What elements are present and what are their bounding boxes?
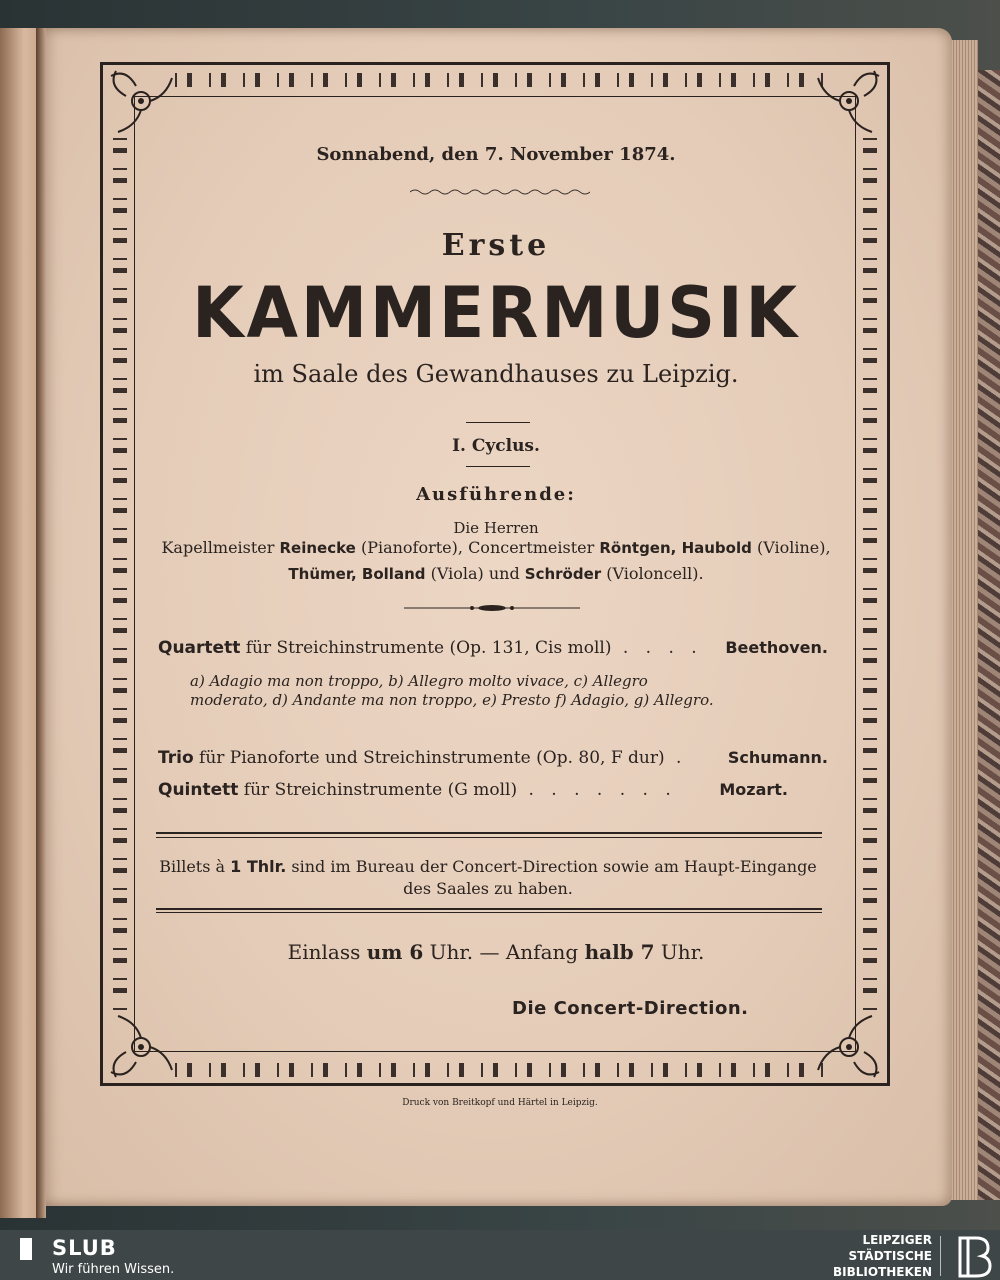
- slub-logo-icon[interactable]: [12, 1238, 32, 1260]
- composer-name: Beethoven.: [725, 638, 828, 657]
- start-time: halb 7: [584, 940, 655, 964]
- performers-line-1: [136, 538, 856, 557]
- ticket-price: 1 Thlr.: [230, 857, 287, 876]
- work-title: Quintett: [158, 780, 239, 800]
- admission-text: Uhr.: [654, 940, 705, 964]
- ticket-text: Billets à: [159, 857, 231, 876]
- leader-dots: .: [664, 748, 688, 768]
- title-small: Erste: [441, 228, 551, 263]
- frame-chain-right: [863, 130, 877, 1010]
- slub-brand[interactable]: SLUB: [52, 1236, 117, 1260]
- work-title: Quartett: [158, 638, 241, 658]
- corner-ornament-top-right: [814, 66, 884, 136]
- performers-text: (Viola) und: [425, 564, 525, 583]
- frame-chain-bottom: [165, 1063, 825, 1077]
- admission-text: Uhr. — Anfang: [423, 940, 585, 964]
- performer-name: Reinecke: [279, 539, 356, 557]
- corner-ornament-top-left: [106, 66, 176, 136]
- ornament-divider: [404, 602, 580, 614]
- performer-name: Röntgen, Haubold: [599, 539, 752, 557]
- performers-text: Kapellmeister: [161, 538, 280, 557]
- performer-name: Schröder: [524, 565, 602, 583]
- leader-dots: . . . .: [611, 638, 703, 658]
- partner-line: STÄDTISCHE: [848, 1249, 932, 1263]
- corner-ornament-bottom-left: [106, 1012, 176, 1082]
- performers-text: (Violoncell).: [601, 564, 704, 583]
- signature: Die Concert-Direction.: [512, 998, 749, 1019]
- performers-text: (Pianoforte), Concertmeister: [355, 538, 600, 557]
- cycle-label: I. Cyclus.: [452, 436, 540, 456]
- performers-intro: Die Herren: [453, 519, 539, 537]
- admission-text: Einlass: [287, 940, 367, 964]
- admission-time: um 6: [366, 940, 424, 964]
- work-title: Trio: [158, 748, 194, 768]
- performers-heading: Ausführende:: [416, 484, 576, 505]
- printer-imprint: Druck von Breitkopf und Härtel in Leipzig.: [402, 1098, 598, 1108]
- partner-name[interactable]: [732, 1232, 932, 1280]
- wavy-divider: [410, 188, 590, 196]
- performers-line-2: [140, 564, 852, 583]
- double-rule-bottom: [156, 908, 822, 913]
- double-rule-top: [156, 832, 822, 838]
- venue-line: im Saale des Gewandhauses zu Leipzig.: [253, 360, 739, 388]
- corner-ornament-bottom-right: [814, 1012, 884, 1082]
- page-title: KAMMERMUSIK: [192, 272, 800, 354]
- footer-separator: [940, 1236, 941, 1276]
- page-edges: [948, 40, 978, 1200]
- composer-name: Mozart.: [719, 780, 788, 799]
- program-item: [158, 638, 828, 658]
- performer-name: Thümer, Bolland: [288, 565, 426, 583]
- slub-tagline: Wir führen Wissen.: [52, 1262, 175, 1277]
- movements-list: a) Adagio ma non troppo, b) Allegro molto vivace, c) Allegro moderato, d) Andante ma non troppo, e) Presto f) Adagio, g) Allegro.: [190, 672, 714, 709]
- partner-line: LEIPZIGER: [862, 1233, 932, 1247]
- work-description: für Streichinstrumente (Op. 131, Cis moll): [240, 638, 612, 658]
- short-rule-bottom: [466, 466, 530, 467]
- frame-chain-left: [113, 130, 127, 1010]
- program-item: [158, 748, 828, 768]
- admission-times: [140, 940, 852, 964]
- short-rule-top: [466, 422, 530, 423]
- partner-line: BIBLIOTHEKEN: [832, 1265, 932, 1279]
- leipzig-library-logo-icon[interactable]: [950, 1234, 994, 1278]
- work-description: für Streichinstrumente (G moll): [238, 780, 518, 800]
- book-spine: [36, 28, 46, 1218]
- frame-chain-top: [165, 73, 825, 87]
- performers-text: (Violine),: [751, 538, 831, 557]
- ticket-text: sind im Bureau der Concert-Direction sowie am Haupt-Eingange des Saales zu haben.: [286, 857, 817, 898]
- leader-dots: . . . . . . .: [517, 780, 677, 800]
- concert-date: Sonnabend, den 7. November 1874.: [316, 144, 676, 165]
- work-description: für Pianoforte und Streichinstrumente (Op. 80, F dur): [193, 748, 665, 768]
- composer-name: Schumann.: [727, 748, 828, 767]
- ticket-info: [150, 856, 826, 900]
- program-item: [158, 780, 828, 800]
